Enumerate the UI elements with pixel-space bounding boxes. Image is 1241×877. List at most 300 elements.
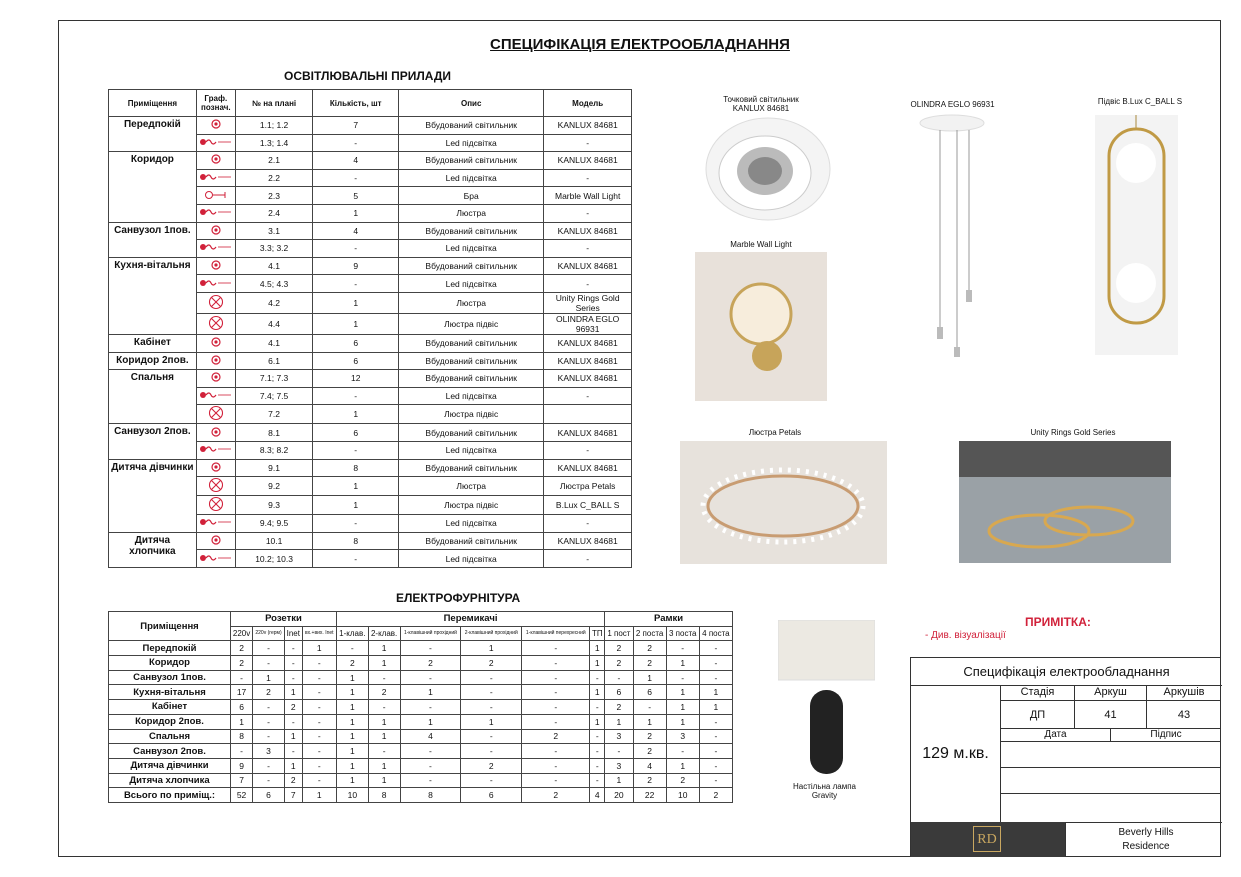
marble-wall-light-image bbox=[695, 252, 827, 401]
count-cell: 2 bbox=[605, 656, 633, 671]
count-cell: - bbox=[699, 758, 732, 773]
count-cell: 2 bbox=[605, 700, 633, 715]
description: Led підсвітка bbox=[399, 169, 544, 187]
plan-number: 4.1 bbox=[235, 334, 313, 352]
gravity-lamp-caption: Настільна лампа Gravity bbox=[793, 782, 856, 800]
count-cell: - bbox=[699, 729, 732, 744]
room-name: Санвузол 2пов. bbox=[109, 424, 197, 459]
quantity: - bbox=[313, 550, 399, 568]
count-cell: 8 bbox=[231, 729, 253, 744]
count-cell: - bbox=[699, 641, 732, 656]
count-cell: 1 bbox=[302, 788, 336, 803]
count-cell: 1 bbox=[699, 685, 732, 700]
fittings-subheader: 2-клавішний прохідний bbox=[461, 626, 522, 641]
model: KANLUX 84681 bbox=[544, 370, 632, 388]
description: Люстра підвіс bbox=[399, 313, 544, 334]
count-cell: 1 bbox=[368, 729, 400, 744]
fittings-group-header: Розетки bbox=[231, 612, 337, 627]
room-name: Коридор bbox=[109, 656, 231, 671]
logo: RD bbox=[973, 826, 1001, 852]
description: Люстра bbox=[399, 477, 544, 496]
fittings-subheader: ТП bbox=[590, 626, 605, 641]
count-cell: 6 bbox=[605, 685, 633, 700]
spot-symbol-icon bbox=[196, 532, 235, 550]
count-cell: - bbox=[461, 700, 522, 715]
count-cell: 1 bbox=[336, 744, 368, 759]
fittings-title: ЕЛЕКТРОФУРНІТУРА bbox=[396, 591, 521, 605]
count-cell: - bbox=[699, 670, 732, 685]
description: Led підсвітка bbox=[399, 441, 544, 459]
lighting-row bbox=[109, 257, 632, 275]
plan-number: 4.1 bbox=[235, 257, 313, 275]
room-name: Коридор 2пов. bbox=[109, 714, 231, 729]
room-name: Кухня-вітальня bbox=[109, 685, 231, 700]
count-cell: - bbox=[302, 744, 336, 759]
plan-number: 3.3; 3.2 bbox=[235, 240, 313, 258]
count-cell: - bbox=[522, 758, 590, 773]
fittings-row bbox=[109, 700, 733, 715]
cross-symbol-icon bbox=[196, 405, 235, 424]
count-cell: - bbox=[522, 670, 590, 685]
count-cell: 6 bbox=[231, 700, 253, 715]
count-cell: - bbox=[400, 670, 461, 685]
count-cell: 20 bbox=[605, 788, 633, 803]
led-symbol-icon bbox=[196, 240, 235, 258]
count-cell: - bbox=[302, 656, 336, 671]
count-cell: 4 bbox=[590, 788, 605, 803]
count-cell: 3 bbox=[666, 729, 699, 744]
fittings-subheader: 1-клавішний прохідний bbox=[400, 626, 461, 641]
count-cell: - bbox=[699, 744, 732, 759]
lighting-header: Модель bbox=[544, 90, 632, 117]
count-cell: - bbox=[590, 700, 605, 715]
count-cell: - bbox=[590, 670, 605, 685]
count-cell: 2 bbox=[666, 773, 699, 788]
count-cell: - bbox=[522, 744, 590, 759]
count-cell: 3 bbox=[253, 744, 285, 759]
plan-number: 9.1 bbox=[235, 459, 313, 477]
plan-number: 4.2 bbox=[235, 292, 313, 313]
plan-number: 2.2 bbox=[235, 169, 313, 187]
spot-symbol-icon bbox=[196, 352, 235, 370]
count-cell: 1 bbox=[336, 773, 368, 788]
room-name: Санвузол 1пов. bbox=[109, 670, 231, 685]
room-name: Кабінет bbox=[109, 334, 197, 352]
led-symbol-icon bbox=[196, 387, 235, 405]
count-cell: 1 bbox=[666, 714, 699, 729]
plan-number: 7.2 bbox=[235, 405, 313, 424]
plan-number: 7.4; 7.5 bbox=[235, 387, 313, 405]
count-cell: 8 bbox=[400, 788, 461, 803]
model: KANLUX 84681 bbox=[544, 334, 632, 352]
count-cell: 3 bbox=[605, 729, 633, 744]
model: KANLUX 84681 bbox=[544, 532, 632, 550]
count-cell: - bbox=[284, 656, 302, 671]
lighting-row bbox=[109, 352, 632, 370]
petals-caption: Люстра Petals bbox=[748, 428, 802, 437]
count-cell: - bbox=[605, 670, 633, 685]
lighting-row bbox=[109, 222, 632, 240]
plan-number: 3.1 bbox=[235, 222, 313, 240]
lighting-header: № на плані bbox=[235, 90, 313, 117]
count-cell: 1 bbox=[336, 714, 368, 729]
count-cell: - bbox=[590, 773, 605, 788]
count-cell: 2 bbox=[633, 729, 666, 744]
count-cell: 10 bbox=[666, 788, 699, 803]
count-cell: 1 bbox=[666, 685, 699, 700]
room-name: Коридор 2пов. bbox=[109, 352, 197, 370]
spot-symbol-icon bbox=[196, 222, 235, 240]
count-cell: 1 bbox=[368, 656, 400, 671]
plan-number: 4.5; 4.3 bbox=[235, 275, 313, 293]
model: - bbox=[544, 275, 632, 293]
description: Led підсвітка bbox=[399, 515, 544, 533]
plan-number: 8.3; 8.2 bbox=[235, 441, 313, 459]
gravity-lamp-image bbox=[778, 620, 875, 778]
fittings-row bbox=[109, 656, 733, 671]
fittings-group-header: Рамки bbox=[605, 612, 733, 627]
quantity: - bbox=[313, 169, 399, 187]
fittings-subheader: 1-клавішний перехресний bbox=[522, 626, 590, 641]
count-cell: - bbox=[699, 714, 732, 729]
plan-number: 9.2 bbox=[235, 477, 313, 496]
plan-number: 6.1 bbox=[235, 352, 313, 370]
fittings-row bbox=[109, 744, 733, 759]
model: Marble Wall Light bbox=[544, 187, 632, 205]
ball-caption: Підвіс B.Lux C_BALL S bbox=[1097, 97, 1183, 106]
count-cell: 1 bbox=[590, 685, 605, 700]
count-cell: 1 bbox=[368, 641, 400, 656]
model: - bbox=[544, 134, 632, 152]
count-cell: 2 bbox=[231, 641, 253, 656]
count-cell: - bbox=[522, 641, 590, 656]
count-cell: 1 bbox=[605, 714, 633, 729]
fittings-row bbox=[109, 788, 733, 803]
count-cell: 1 bbox=[605, 773, 633, 788]
quantity: 12 bbox=[313, 370, 399, 388]
fittings-table bbox=[108, 611, 733, 803]
quantity: 1 bbox=[313, 204, 399, 222]
sign-label: Підпис bbox=[1111, 729, 1221, 742]
fittings-subheader: 220v bbox=[231, 626, 253, 641]
wall-symbol-icon bbox=[196, 187, 235, 205]
description: Led підсвітка bbox=[399, 275, 544, 293]
count-cell: - bbox=[284, 714, 302, 729]
fittings-row bbox=[109, 714, 733, 729]
plan-number: 10.1 bbox=[235, 532, 313, 550]
count-cell: 2 bbox=[336, 656, 368, 671]
count-cell: 2 bbox=[633, 641, 666, 656]
lighting-row bbox=[109, 334, 632, 352]
spot-symbol-icon bbox=[196, 459, 235, 477]
plan-number: 8.1 bbox=[235, 424, 313, 442]
room-name: Спальня bbox=[109, 370, 197, 424]
led-symbol-icon bbox=[196, 169, 235, 187]
description: Вбудований світильник bbox=[399, 532, 544, 550]
plan-number: 2.4 bbox=[235, 204, 313, 222]
led-symbol-icon bbox=[196, 550, 235, 568]
model: - bbox=[544, 387, 632, 405]
count-cell: - bbox=[231, 744, 253, 759]
count-cell: 2 bbox=[284, 700, 302, 715]
model: KANLUX 84681 bbox=[544, 257, 632, 275]
fittings-row bbox=[109, 641, 733, 656]
description: Люстра підвіс bbox=[399, 405, 544, 424]
note-title: ПРИМІТКА: bbox=[1025, 615, 1091, 629]
count-cell: - bbox=[699, 773, 732, 788]
room-name: Кухня-вітальня bbox=[109, 257, 197, 334]
fittings-row bbox=[109, 685, 733, 700]
cross-symbol-icon bbox=[196, 313, 235, 334]
model: KANLUX 84681 bbox=[544, 222, 632, 240]
description: Бра bbox=[399, 187, 544, 205]
sheets-value: 43 bbox=[1147, 701, 1221, 729]
model: KANLUX 84681 bbox=[544, 459, 632, 477]
page-title: СПЕЦИФІКАЦІЯ ЕЛЕКТРООБЛАДНАННЯ bbox=[490, 36, 790, 53]
count-cell: 1 bbox=[666, 700, 699, 715]
fittings-row bbox=[109, 758, 733, 773]
quantity: 1 bbox=[313, 313, 399, 334]
count-cell: 1 bbox=[400, 714, 461, 729]
plan-number: 9.3 bbox=[235, 496, 313, 515]
count-cell: 7 bbox=[284, 788, 302, 803]
count-cell: - bbox=[253, 729, 285, 744]
description: Вбудований світильник bbox=[399, 222, 544, 240]
description: Люстра bbox=[399, 204, 544, 222]
count-cell: - bbox=[368, 700, 400, 715]
quantity: 8 bbox=[313, 459, 399, 477]
count-cell: - bbox=[336, 641, 368, 656]
description: Вбудований світильник bbox=[399, 334, 544, 352]
led-symbol-icon bbox=[196, 204, 235, 222]
quantity: 6 bbox=[313, 424, 399, 442]
quantity: 8 bbox=[313, 532, 399, 550]
fittings-subheader: 3 поста bbox=[666, 626, 699, 641]
count-cell: 2 bbox=[699, 788, 732, 803]
sheets-label: Аркушів bbox=[1147, 686, 1221, 701]
count-cell: - bbox=[302, 714, 336, 729]
room-name: Дитяча дівчинки bbox=[109, 459, 197, 532]
lighting-title: ОСВІТЛЮВАЛЬНІ ПРИЛАДИ bbox=[284, 69, 452, 83]
spot-caption: Точковий світильник KANLUX 84681 bbox=[723, 95, 799, 113]
count-cell: 2 bbox=[368, 685, 400, 700]
count-cell: - bbox=[461, 773, 522, 788]
spot-symbol-icon bbox=[196, 152, 235, 170]
description: Вбудований світильник bbox=[399, 424, 544, 442]
plan-number: 1.1; 1.2 bbox=[235, 117, 313, 135]
description: Вбудований світильник bbox=[399, 152, 544, 170]
model: KANLUX 84681 bbox=[544, 152, 632, 170]
count-cell: 1 bbox=[336, 729, 368, 744]
count-cell: - bbox=[253, 758, 285, 773]
fittings-subheader: 1 пост bbox=[605, 626, 633, 641]
quantity: 6 bbox=[313, 352, 399, 370]
description: Led підсвітка bbox=[399, 240, 544, 258]
count-cell: 1 bbox=[368, 773, 400, 788]
count-cell: - bbox=[633, 700, 666, 715]
led-symbol-icon bbox=[196, 275, 235, 293]
lighting-row bbox=[109, 459, 632, 477]
room-name: Коридор bbox=[109, 152, 197, 222]
lighting-row bbox=[109, 117, 632, 135]
plan-number: 7.1; 7.3 bbox=[235, 370, 313, 388]
count-cell: 1 bbox=[336, 685, 368, 700]
count-cell: 1 bbox=[699, 700, 732, 715]
count-cell: 3 bbox=[605, 758, 633, 773]
count-cell: - bbox=[605, 744, 633, 759]
count-cell: 2 bbox=[253, 685, 285, 700]
count-cell: 1 bbox=[400, 685, 461, 700]
quantity: 1 bbox=[313, 477, 399, 496]
model: - bbox=[544, 169, 632, 187]
count-cell: - bbox=[302, 685, 336, 700]
count-cell: - bbox=[461, 670, 522, 685]
room-name: Спальня bbox=[109, 729, 231, 744]
count-cell: - bbox=[253, 714, 285, 729]
lighting-row bbox=[109, 152, 632, 170]
spot-symbol-icon bbox=[196, 117, 235, 135]
count-cell: 1 bbox=[284, 758, 302, 773]
count-cell: - bbox=[522, 685, 590, 700]
model: - bbox=[544, 240, 632, 258]
count-cell: - bbox=[590, 744, 605, 759]
count-cell: - bbox=[522, 656, 590, 671]
fittings-subheader: 2 поста bbox=[633, 626, 666, 641]
plan-number: 2.3 bbox=[235, 187, 313, 205]
count-cell: 52 bbox=[231, 788, 253, 803]
count-cell: - bbox=[461, 685, 522, 700]
lighting-header: Граф. познач. bbox=[196, 90, 235, 117]
count-cell: 1 bbox=[633, 670, 666, 685]
model: - bbox=[544, 441, 632, 459]
count-cell: - bbox=[302, 773, 336, 788]
count-cell: 7 bbox=[231, 773, 253, 788]
title-block bbox=[910, 657, 1221, 857]
model: - bbox=[544, 550, 632, 568]
date-label: Дата bbox=[1001, 729, 1111, 742]
lighting-header: Приміщення bbox=[109, 90, 197, 117]
room-name: Кабінет bbox=[109, 700, 231, 715]
room-name: Санвузол 2пов. bbox=[109, 744, 231, 759]
petals-chandelier-image bbox=[680, 441, 887, 564]
count-cell: - bbox=[461, 744, 522, 759]
led-symbol-icon bbox=[196, 134, 235, 152]
count-cell: - bbox=[590, 729, 605, 744]
room-name: Дитяча хлопчика bbox=[109, 532, 197, 567]
description: Люстра bbox=[399, 292, 544, 313]
lighting-header: Опис bbox=[399, 90, 544, 117]
count-cell: - bbox=[231, 670, 253, 685]
count-cell: 2 bbox=[284, 773, 302, 788]
fittings-subheader: 220v (герм) bbox=[253, 626, 285, 641]
fittings-row bbox=[109, 670, 733, 685]
room-name: Передпокій bbox=[109, 641, 231, 656]
quantity: 1 bbox=[313, 292, 399, 313]
marble-caption: Marble Wall Light bbox=[730, 240, 792, 249]
fittings-group-header: Перемикачі bbox=[336, 612, 604, 627]
quantity: - bbox=[313, 240, 399, 258]
count-cell: 1 bbox=[336, 700, 368, 715]
count-cell: - bbox=[253, 656, 285, 671]
count-cell: - bbox=[400, 700, 461, 715]
room-name: Дитяча хлопчика bbox=[109, 773, 231, 788]
description: Led підсвітка bbox=[399, 387, 544, 405]
fittings-row bbox=[109, 773, 733, 788]
count-cell: 4 bbox=[633, 758, 666, 773]
sign-row-2 bbox=[1001, 768, 1221, 794]
count-cell: - bbox=[253, 700, 285, 715]
count-cell: - bbox=[400, 773, 461, 788]
count-cell: - bbox=[368, 670, 400, 685]
count-cell: - bbox=[590, 758, 605, 773]
count-cell: 1 bbox=[461, 714, 522, 729]
count-cell: - bbox=[400, 744, 461, 759]
lighting-row bbox=[109, 370, 632, 388]
led-symbol-icon bbox=[196, 515, 235, 533]
count-cell: - bbox=[302, 670, 336, 685]
room-name: Всього по приміщ.: bbox=[109, 788, 231, 803]
stage-label: Стадія bbox=[1001, 686, 1075, 701]
count-cell: 1 bbox=[461, 641, 522, 656]
count-cell: 10 bbox=[336, 788, 368, 803]
note-text: - Див. візуалізації bbox=[925, 630, 1006, 641]
quantity: 4 bbox=[313, 152, 399, 170]
olindra-caption: OLINDRA EGLO 96931 bbox=[910, 100, 995, 109]
lighting-header: Кількість, шт bbox=[313, 90, 399, 117]
area: 129 м.кв. bbox=[911, 686, 1001, 822]
count-cell: 2 bbox=[461, 758, 522, 773]
count-cell: 1 bbox=[666, 758, 699, 773]
count-cell: 1 bbox=[336, 670, 368, 685]
model: KANLUX 84681 bbox=[544, 424, 632, 442]
spot-symbol-icon bbox=[196, 370, 235, 388]
plan-number: 1.3; 1.4 bbox=[235, 134, 313, 152]
count-cell: 1 bbox=[590, 641, 605, 656]
count-cell: 1 bbox=[302, 641, 336, 656]
count-cell: - bbox=[522, 700, 590, 715]
count-cell: - bbox=[302, 729, 336, 744]
description: Вбудований світильник bbox=[399, 352, 544, 370]
spot-symbol-icon bbox=[196, 257, 235, 275]
spot-symbol-icon bbox=[196, 334, 235, 352]
sheet-value: 41 bbox=[1075, 701, 1147, 729]
room-name: Дитяча дівчинки bbox=[109, 758, 231, 773]
count-cell: - bbox=[284, 744, 302, 759]
logo-panel bbox=[911, 822, 1066, 857]
model: KANLUX 84681 bbox=[544, 117, 632, 135]
quantity: - bbox=[313, 387, 399, 405]
description: Led підсвітка bbox=[399, 134, 544, 152]
count-cell: 2 bbox=[231, 656, 253, 671]
room-name: Санвузол 1пов. bbox=[109, 222, 197, 257]
count-cell: 2 bbox=[400, 656, 461, 671]
quantity: 1 bbox=[313, 496, 399, 515]
count-cell: 2 bbox=[522, 729, 590, 744]
description: Вбудований світильник bbox=[399, 117, 544, 135]
count-cell: 1 bbox=[590, 656, 605, 671]
count-cell: - bbox=[302, 758, 336, 773]
model: Люстра Petals bbox=[544, 477, 632, 496]
model: KANLUX 84681 bbox=[544, 352, 632, 370]
lighting-row bbox=[109, 532, 632, 550]
count-cell: 6 bbox=[253, 788, 285, 803]
cross-symbol-icon bbox=[196, 292, 235, 313]
fittings-row bbox=[109, 729, 733, 744]
count-cell: 1 bbox=[253, 670, 285, 685]
count-cell: - bbox=[522, 714, 590, 729]
count-cell: 6 bbox=[461, 788, 522, 803]
count-cell: - bbox=[699, 656, 732, 671]
